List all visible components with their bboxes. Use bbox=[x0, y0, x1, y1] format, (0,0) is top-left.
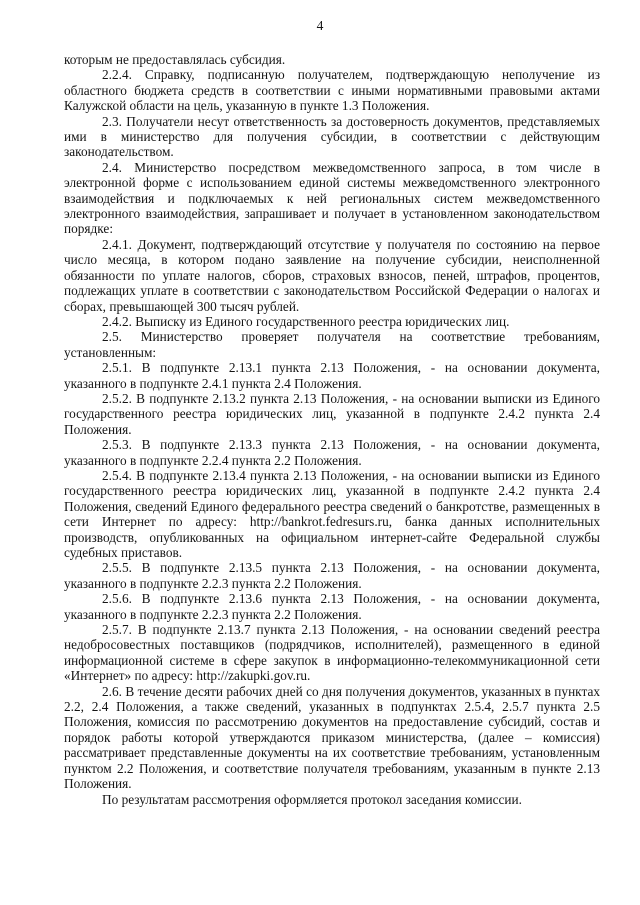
paragraph-2-5-7: 2.5.7. В подпункте 2.13.7 пункта 2.13 Положения, - на основании сведений реестра недобросовестных поставщиков (подрядчиков, исполнителей), размещенного в единой информационной системе в сфере закупок в информационно-телекоммуникационной сети «Интернет» по адресу: http://zakupki.gov.ru. bbox=[64, 622, 600, 684]
page-number: 4 bbox=[316, 18, 324, 33]
paragraph-2-5-4: 2.5.4. В подпункте 2.13.4 пункта 2.13 Положения, - на основании выписки из Единого государственного реестра юридических лиц, указанной в подпункте 2.4.2 пункта 2.4 Положения, сведений Единого федерального реестра сведений о банкротстве, размещенных в сети Интернет по адресу: http://bankrot.fedresurs.ru, банка данных исполнительных производств, опубликованных на официальном интернет-сайте Федеральной службы судебных приставов. bbox=[64, 467, 600, 560]
paragraph-2-5: 2.5. Министерство проверяет получателя на соответствие требованиям, установленным: bbox=[64, 329, 600, 360]
document-body bbox=[64, 52, 600, 807]
paragraph-2-6: 2.6. В течение десяти рабочих дней со дня получения документов, указанных в пунктах 2.2, 2.4 Положения, а также сведений, указанных в подпунктах 2.5.4, 2.5.7 пункта 2.5 Положения, комиссия по рассмотрению документов на предоставление субсидий, состав и порядок работы которой утверждаются приказом министерства, (далее – комиссия) рассматривает представленные документы на их соответствие требованиям, установленным пунктом 2.2 Положения, и соответствие получателя требованиям, указанным в пункте 2.13 Положения. bbox=[64, 683, 600, 792]
paragraph-2-5-1: 2.5.1. В подпункте 2.13.1 пункта 2.13 Положения, - на основании документа, указанного в подпункте 2.4.1 пункта 2.4 Положения. bbox=[64, 360, 600, 391]
paragraph-2-5-5: 2.5.5. В подпункте 2.13.5 пункта 2.13 Положения, - на основании документа, указанного в подпункте 2.2.3 пункта 2.2 Положения. bbox=[64, 560, 600, 591]
paragraph-2-3: 2.3. Получатели несут ответственность за достоверность документов, представляемых ими в министерство для получения субсидии, в соответствии с действующим законодательством. bbox=[64, 113, 600, 160]
paragraph-2-4-1: 2.4.1. Документ, подтверждающий отсутствие у получателя по состоянию на первое число месяца, в котором подано заявление на получение субсидии, неисполненной обязанности по уплате налогов, сборов, страховых взносов, пеней, штрафов, процентов, подлежащих уплате в соответствии с законодательством Российской Федерации о налогах и сборах, превышающей 300 тысяч рублей. bbox=[64, 236, 600, 314]
paragraph-conclusion: По результатам рассмотрения оформляется протокол заседания комиссии. bbox=[102, 791, 522, 807]
paragraph-2-5-6: 2.5.6. В подпункте 2.13.6 пункта 2.13 Положения, - на основании документа, указанного в подпункте 2.2.3 пункта 2.2 Положения. bbox=[64, 591, 600, 622]
paragraph-2-5-2: 2.5.2. В подпункте 2.13.2 пункта 2.13 Положения, - на основании выписки из Единого государственного реестра юридических лиц, указанной в подпункте 2.4.2 пункта 2.4 Положения. bbox=[64, 390, 600, 437]
paragraph-2-4: 2.4. Министерство посредством межведомственного запроса, в том числе в электронной форме с использованием единой системы межведомственного электронного взаимодействия и подключаемых к ней региональных систем межведомственного электронного взаимодействия, запрашивает и получает в установленном законодательством порядке: bbox=[64, 159, 600, 237]
paragraph-2-5-3: 2.5.3. В подпункте 2.13.3 пункта 2.13 Положения, - на основании документа, указанного в подпункте 2.2.4 пункта 2.2 Положения. bbox=[64, 437, 600, 468]
paragraph-2-4-2: 2.4.2. Выписку из Единого государственного реестра юридических лиц. bbox=[102, 313, 510, 329]
paragraph-2-2-4: 2.2.4. Справку, подписанную получателем, подтверждающую неполучение из областного бюджета средств в соответствии с иными нормативными правовыми актами Калужской области на цель, указанную в пункте 1.3 Положения. bbox=[64, 67, 600, 114]
paragraph-continuation: которым не предоставлялась субсидия. bbox=[64, 52, 286, 67]
